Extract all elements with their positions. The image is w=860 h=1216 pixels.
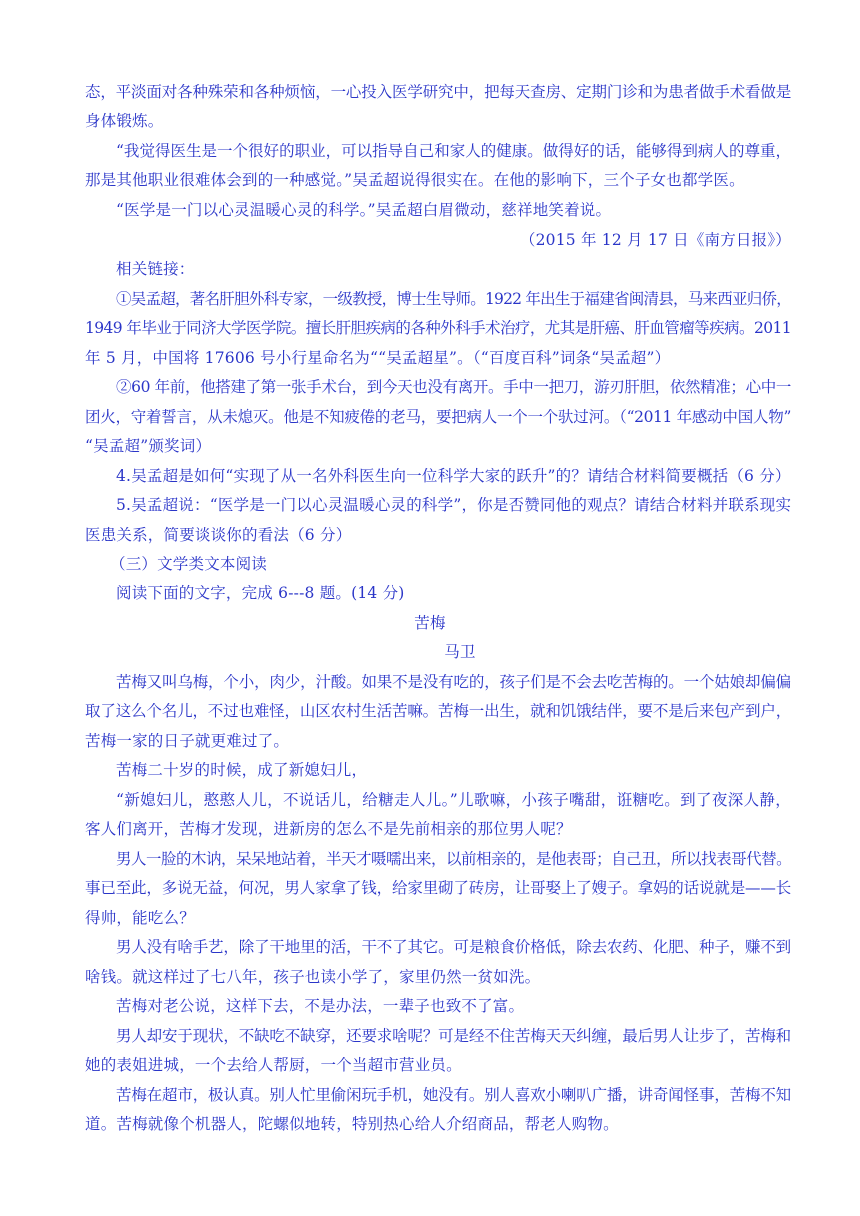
story-author: 马卫 — [444, 643, 476, 661]
text-line: “新媳妇儿，憨憨人儿，不说话儿，给糖走人儿。”儿歌嘛，小孩子嘴甜，诳糖吃。到了夜深人静， — [116, 791, 791, 809]
text-line: 取了这么个名儿，不过也难怪，山区农村生活苦嘛。苦梅一出生，就和饥饿结伴，要不是后来包产到户， — [85, 702, 791, 720]
text-line: 得帅，能吃么？ — [85, 909, 195, 927]
text-line: 男人却安于现状，不缺吃不缺穿，还要求啥呢？可是经不住苦梅天天纠缠，最后男人让步了，苦梅和 — [116, 1027, 791, 1045]
instruction: 阅读下面的文字，完成 6---8 题。(14 分) — [116, 584, 405, 602]
text-line: 年 5 月，中国将 17606 号小行星命名为““吴孟超星”。（“百度百科”词条“吴孟超”） — [85, 349, 671, 367]
text-line: 苦梅又叫乌梅，个小，肉少，汁酸。如果不是没有吃的，孩子们是不会去吃苦梅的。一个姑娘却偏偏 — [116, 673, 791, 691]
text-line: 医患关系，简要谈谈你的看法（6 分） — [85, 526, 352, 544]
text-line: 男人一脸的木讷，呆呆地站着，半天才嗫嚅出来，以前相亲的，是他表哥；自己丑，所以找表哥代替。 — [116, 850, 791, 868]
text-line: 1949 年毕业于同济大学医学院。擅长肝胆疾病的各种外科手术治疗，尤其是肝癌、肝血管瘤等疾病。2011 — [85, 319, 791, 337]
text-line: ②60 年前，他搭建了第一张手术台，到今天也没有离开。手中一把刀，游刃肝胆，依然精准；心中一 — [116, 378, 791, 396]
text-line: 苦梅二十岁的时候，成了新媳妇儿， — [116, 761, 368, 779]
section-label: 相关链接： — [116, 260, 195, 278]
story-title: 苦梅 — [414, 614, 446, 632]
question-4: 4.吴孟超是如何“实现了从一名外科医生向一位科学大家的跃升”的？请结合材料简要概括（6 分） — [116, 467, 791, 485]
text-line: “吴孟超”颁奖词） — [85, 437, 212, 455]
text-line: 客人们离开，苦梅才发现，进新房的怎么不是先前相亲的那位男人呢？ — [85, 820, 572, 838]
text-line: 男人没有啥手艺，除了干地里的活，干不了其它。可是粮食价格低，除去农药、化肥、种子，赚不到 — [116, 938, 791, 956]
text-line: 她的表姐进城，一个去给人帮厨，一个当超市营业员。 — [85, 1056, 462, 1074]
text-line: “医学是一门以心灵温暖心灵的科学。”吴孟超白眉微动，慈祥地笑着说。 — [116, 201, 612, 219]
text-line: 身体锻炼。 — [85, 112, 164, 130]
section-heading: （三）文学类文本阅读 — [110, 555, 268, 573]
text-line: 啥钱。就这样过了七八年，孩子也读小学了，家里仍然一贫如洗。 — [85, 968, 541, 986]
text-line: 态，平淡面对各种殊荣和各种烦恼，一心投入医学研究中，把每天查房、定期门诊和为患者做手术看做是 — [85, 83, 791, 101]
text-line: 事已至此，多说无益，何况，男人家拿了钱，给家里砌了砖房，让哥娶上了嫂子。拿妈的话说就是——长 — [85, 879, 791, 897]
text-line: “我觉得医生是一个很好的职业，可以指导自己和家人的健康。做得好的话，能够得到病人的尊重， — [116, 142, 791, 160]
text-line: 苦梅对老公说，这样下去，不是办法，一辈子也致不了富。 — [116, 997, 525, 1015]
question-5: 5.吴孟超说：“医学是一门以心灵温暖心灵的科学”，你是否赞同他的观点？请结合材料并联系现实 — [116, 496, 792, 514]
text-line: 道。苦梅就像个机器人，陀螺似地转，特别热心给人介绍商品，帮老人购物。 — [85, 1115, 619, 1133]
text-line: 苦梅一家的日子就更难过了。 — [85, 732, 290, 750]
text-line: 团火，守着誓言，从未熄灭。他是不知疲倦的老马，要把病人一个一个驮过河。（“2011 年感动中国人物” — [85, 408, 791, 426]
text-line: 苦梅在超市，极认真。别人忙里偷闲玩手机，她没有。别人喜欢小喇叭广播，讲奇闻怪事，苦梅不知 — [116, 1086, 791, 1104]
text-line: 那是其他职业很难体会到的一种感觉。”吴孟超说得很实在。在他的影响下，三个子女也都学医。 — [85, 171, 745, 189]
text-line: ①吴孟超，著名肝胆外科专家，一级教授，博士生导师。1922 年出生于福建省闽清县，马来西亚归侨， — [116, 290, 791, 308]
source-citation: （2015 年 12 月 17 日《南方日报》） — [519, 231, 791, 249]
